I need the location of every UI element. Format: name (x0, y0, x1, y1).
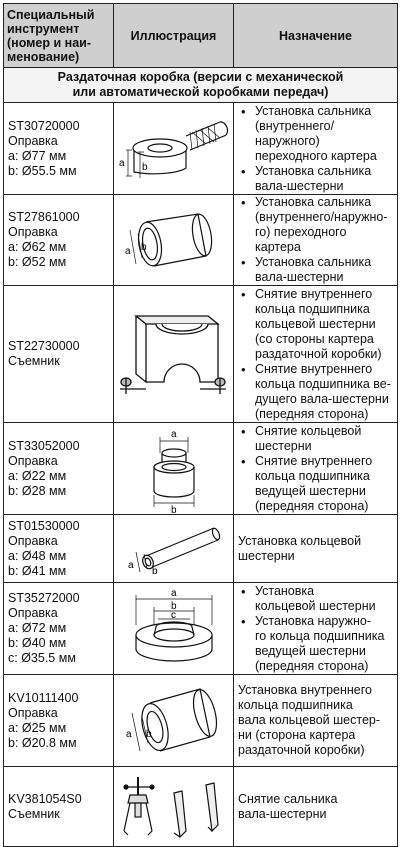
tool-dim: a: Ø62 мм (8, 240, 67, 254)
tool-dim: a: Ø22 мм (8, 468, 67, 483)
header-tool (4, 4, 114, 68)
purpose-cell (234, 583, 398, 675)
purpose-item (238, 287, 395, 362)
purpose-line: Установка кольцевой (238, 533, 362, 548)
tool-dim: a: Ø77 мм (8, 148, 67, 163)
dim-label: a (119, 158, 125, 169)
tool-dim: b: Ø28 мм (8, 483, 67, 498)
header-tool-line: Специальный (7, 7, 95, 22)
purpose-line: • Снятие внутреннего (255, 361, 373, 376)
tool-dim: c: Ø35.5 мм (8, 651, 76, 665)
tool-dim: b: Ø52 мм (8, 255, 67, 269)
seal-puller-illustration (116, 769, 231, 845)
tool-dim: b: Ø55.5 мм (8, 163, 77, 178)
header-tool-line: (номер и наи- (7, 35, 91, 50)
header-tool-line: инструмент (7, 21, 80, 36)
header-purpose: Назначение (234, 4, 398, 68)
purpose-cell (234, 103, 398, 195)
purpose-line: вала-шестерни (255, 178, 344, 193)
purpose-line: вала кольцевой шестер- (238, 713, 381, 727)
purpose-line: • Снятие кольцевой (255, 423, 362, 438)
section-title-line: или автоматической коробками передач) (72, 85, 329, 99)
tool-number: ST27861000 (8, 210, 80, 224)
dim-label: a (171, 587, 177, 599)
purpose-line: кольца подшипника (238, 698, 353, 712)
tool-type: Оправка (8, 453, 58, 468)
purpose-line: го кольца подшипника (255, 628, 385, 643)
tool-cell (4, 103, 114, 195)
purpose-line: го) переходного картера (255, 225, 347, 254)
dim-label: b (171, 600, 177, 612)
purpose-cell (234, 423, 398, 515)
tool-cell (4, 515, 114, 583)
tool-dim: a: Ø25 мм (8, 720, 67, 735)
purpose-item (238, 584, 395, 614)
purpose-line: Установка внутреннего (238, 683, 372, 697)
purpose-line: наружного) (255, 133, 320, 148)
dim-label: b (152, 565, 158, 577)
tool-type: Съемник (8, 806, 60, 821)
special-tools-table (3, 3, 398, 847)
illustration-cell (114, 675, 234, 767)
dim-label: b (141, 242, 147, 253)
purpose-line: кольца подшипника ве- (255, 376, 391, 391)
purpose-line: ведущей шестерни (255, 483, 366, 498)
purpose-line: дущего вала-шестерни (255, 391, 389, 406)
purpose-cell (234, 515, 398, 583)
purpose-item (238, 614, 395, 674)
purpose-line: • Установка сальника (255, 103, 372, 118)
stepped-drift-illustration (116, 425, 231, 513)
purpose-item (238, 362, 395, 422)
tool-cell (4, 675, 114, 767)
illustration-cell (114, 767, 234, 847)
purpose-line: шестерни (238, 548, 295, 563)
purpose-line: Снятие сальника (238, 791, 338, 806)
tool-number: ST30720000 (8, 118, 80, 133)
tool-number: ST35272000 (8, 591, 80, 605)
purpose-line: • Установка наружно- (255, 613, 371, 628)
illustration-cell (114, 423, 234, 515)
purpose-line: переходного картера (255, 148, 377, 163)
drift-cylinder-illustration (116, 204, 231, 276)
tool-dim: a: Ø48 мм (8, 548, 67, 563)
tube-drift-illustration (116, 518, 231, 580)
tool-number: KV381054S0 (8, 791, 82, 806)
purpose-line: кольца подшипника (255, 468, 370, 483)
dim-label: b (171, 504, 177, 513)
purpose-line: (внутреннего/ (255, 118, 335, 133)
tool-type: Оправка (8, 705, 58, 720)
header-illustration: Иллюстрация (114, 4, 234, 68)
illustration-cell (114, 103, 234, 195)
purpose-cell (234, 767, 398, 847)
tool-type: Оправка (8, 606, 58, 620)
purpose-line: • Установка сальника (255, 195, 372, 209)
table-row (4, 583, 398, 675)
table-header-row (4, 4, 398, 68)
purpose-line: (передняя сторона) (255, 658, 369, 673)
dim-label: a (128, 559, 134, 571)
illustration-cell (114, 286, 234, 423)
drift-with-knurled-handle-illustration (116, 106, 231, 191)
purpose-item (238, 104, 395, 164)
purpose-line: вала-шестерни (255, 270, 344, 284)
table-row (4, 423, 398, 515)
tool-dim: b: Ø20.8 мм (8, 735, 77, 750)
table-row (4, 286, 398, 423)
table-row (4, 195, 398, 286)
tool-dim: b: Ø41 мм (8, 563, 67, 578)
section-row (4, 68, 398, 103)
purpose-line: (передняя сторона) (255, 406, 369, 421)
drift-cylinder-illustration (116, 679, 231, 763)
purpose-line: кольцевой шестерни (255, 316, 376, 331)
purpose-cell (234, 195, 398, 286)
tool-number: ST22730000 (8, 339, 80, 353)
purpose-cell (234, 286, 398, 423)
purpose-item (238, 195, 395, 255)
section-title-line: Раздаточная коробка (версии с механической (57, 70, 344, 84)
tool-type: Съемник (8, 354, 60, 368)
tool-number: ST01530000 (8, 518, 80, 533)
illustration-cell (114, 583, 234, 675)
illustration-cell (114, 515, 234, 583)
header-tool-line: менование) (7, 49, 80, 64)
purpose-line: (внутреннего/наружно- (255, 210, 388, 224)
tool-cell (4, 195, 114, 286)
purpose-line: • Установка (255, 583, 315, 598)
tool-dim: a: Ø72 мм (8, 621, 67, 635)
tool-dim: b: Ø40 мм (8, 636, 67, 650)
purpose-item (238, 454, 395, 514)
table-row (4, 515, 398, 583)
purpose-line: • Снятие внутреннего (255, 453, 373, 468)
purpose-line: • Установка сальника (255, 255, 372, 269)
tool-cell (4, 286, 114, 423)
tool-type: Оправка (8, 133, 58, 148)
purpose-line: раздаточной коробки) (255, 346, 382, 361)
purpose-line: • Снятие внутреннего (255, 286, 373, 301)
dim-label: b (142, 162, 148, 173)
section-title (4, 68, 398, 103)
dim-label: b (146, 728, 152, 740)
dim-label: a (126, 728, 132, 740)
table-row (4, 767, 398, 847)
dim-label: a (171, 428, 177, 440)
tool-type: Оправка (8, 225, 58, 239)
tool-number: ST33052000 (8, 438, 80, 453)
purpose-line: ни (сторона картера (238, 728, 356, 742)
dim-label: a (125, 246, 131, 257)
purpose-item (238, 164, 395, 194)
purpose-line: кольца подшипника (255, 301, 370, 316)
table-row (4, 103, 398, 195)
purpose-line: вала-шестерни (238, 806, 327, 821)
purpose-line: раздаточной коробки) (238, 743, 365, 757)
bearing-puller-illustration (116, 294, 231, 414)
table-row (4, 675, 398, 767)
purpose-line: (передняя сторона) (255, 498, 369, 513)
tool-type: Оправка (8, 533, 58, 548)
tool-cell (4, 767, 114, 847)
purpose-line: • Установка сальника (255, 163, 372, 178)
purpose-item (238, 255, 395, 285)
purpose-line: кольцевой шестерни (255, 598, 376, 613)
dim-label: c (171, 609, 176, 621)
purpose-cell (234, 675, 398, 767)
purpose-line: ведущей шестерни (255, 643, 366, 658)
illustration-cell (114, 195, 234, 286)
purpose-line: шестерни (255, 438, 312, 453)
tool-cell (4, 423, 114, 515)
purpose-item (238, 424, 395, 454)
purpose-line: (со стороны картера (255, 331, 374, 346)
ring-drift-illustration (116, 585, 231, 673)
tool-cell (4, 583, 114, 675)
tool-number: KV10111400 (8, 690, 79, 705)
